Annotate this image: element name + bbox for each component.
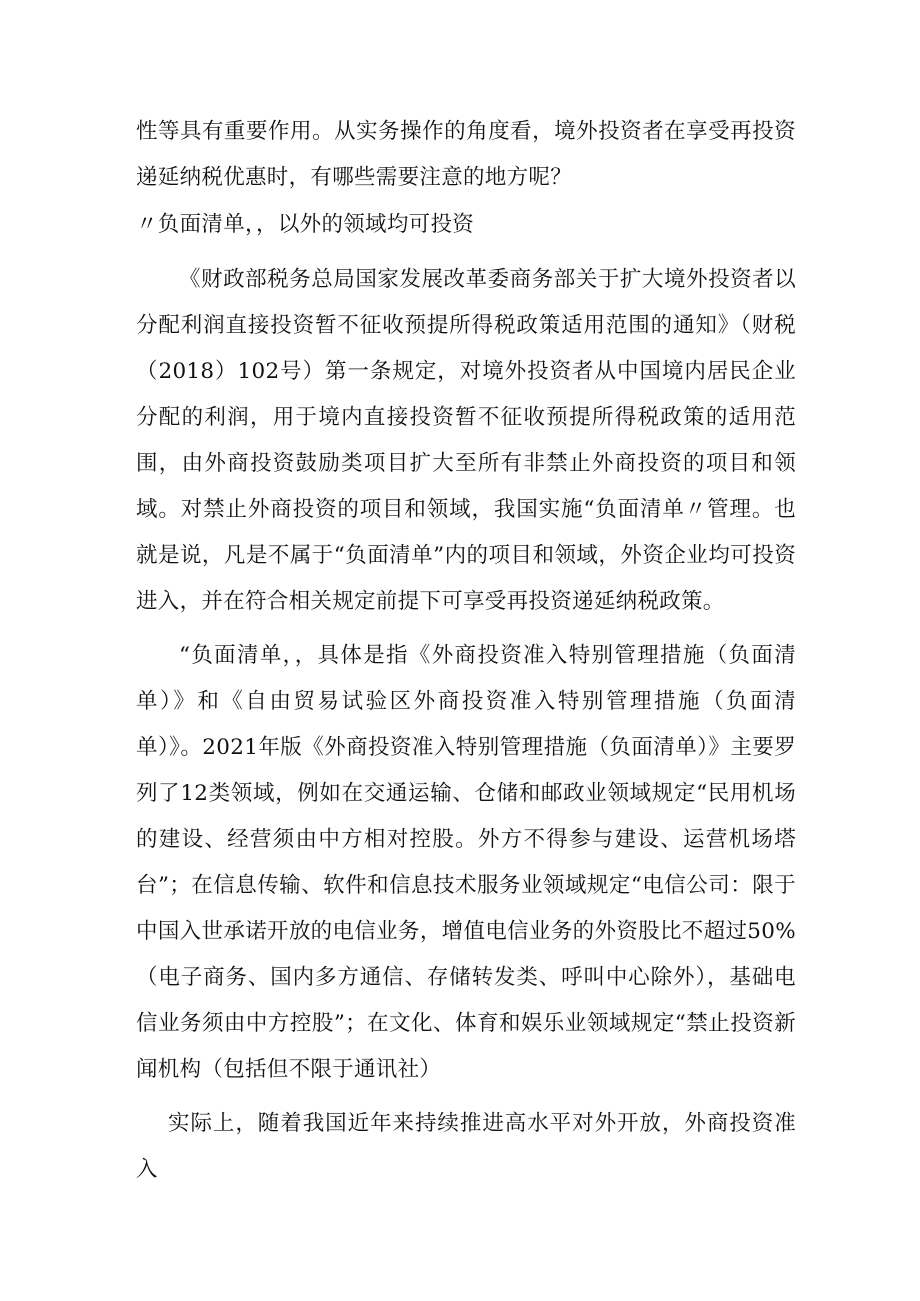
- paragraph-intro: 性等具有重要作用。从实务操作的角度看，境外投资者在享受再投资递延纳税优惠时，有哪些需要注意的地方呢？: [136, 119, 796, 190]
- paragraph-opening-up: 实际上，随着我国近年来持续推进高水平对外开放，外商投资准入: [136, 1111, 796, 1182]
- document-body: [136, 109, 796, 1193]
- paragraph-policy-scope: 《财政部税务总局国家发展改革委商务部关于扩大境外投资者以分配利润直接投资暂不征收预提所得税政策适用范围的通知》（财税（2018）102号）第一条规定，对境外投资者从中国境内居民企业分配的利润，用于境内直接投资暂不征收预提所得税政策的适用范围，由外商投资鼓励类项目扩大至所有非禁止外商投资的项目和领域。对禁止外商投资的项目和领域，我国实施“负面清单〃管理。也就是说，凡是不属于“负面清单”内的项目和领域，外资企业均可投资进入，并在符合相关规定前提下可享受再投资递延纳税政策。: [136, 267, 796, 614]
- paragraph-negative-list: “负面清单，，具体是指《外商投资准入特别管理措施（负面清单）》和《自由贸易试验区外商投资准入特别管理措施（负面清单）》。2021年版《外商投资准入特别管理措施（负面清单）》主要罗列了12类领域，例如在交通运输、仓储和邮政业领域规定“民用机场的建设、经营须由中方相对控股。外方不得参与建设、运营机场塔台”；在信息传输、软件和信息技术服务业领域规定“电信公司：限于中国入世承诺开放的电信业务，增值电信业务的外资股比不超过50%（电子商务、国内多方通信、存储转发类、呼叫中心除外），基础电信业务须由中方控股”；在文化、体育和娱乐业领域规定“禁止投资新闻机构（包括但不限于通讯社）: [136, 643, 796, 1082]
- section-heading: 〃负面清单，，以外的领域均可投资: [136, 212, 475, 237]
